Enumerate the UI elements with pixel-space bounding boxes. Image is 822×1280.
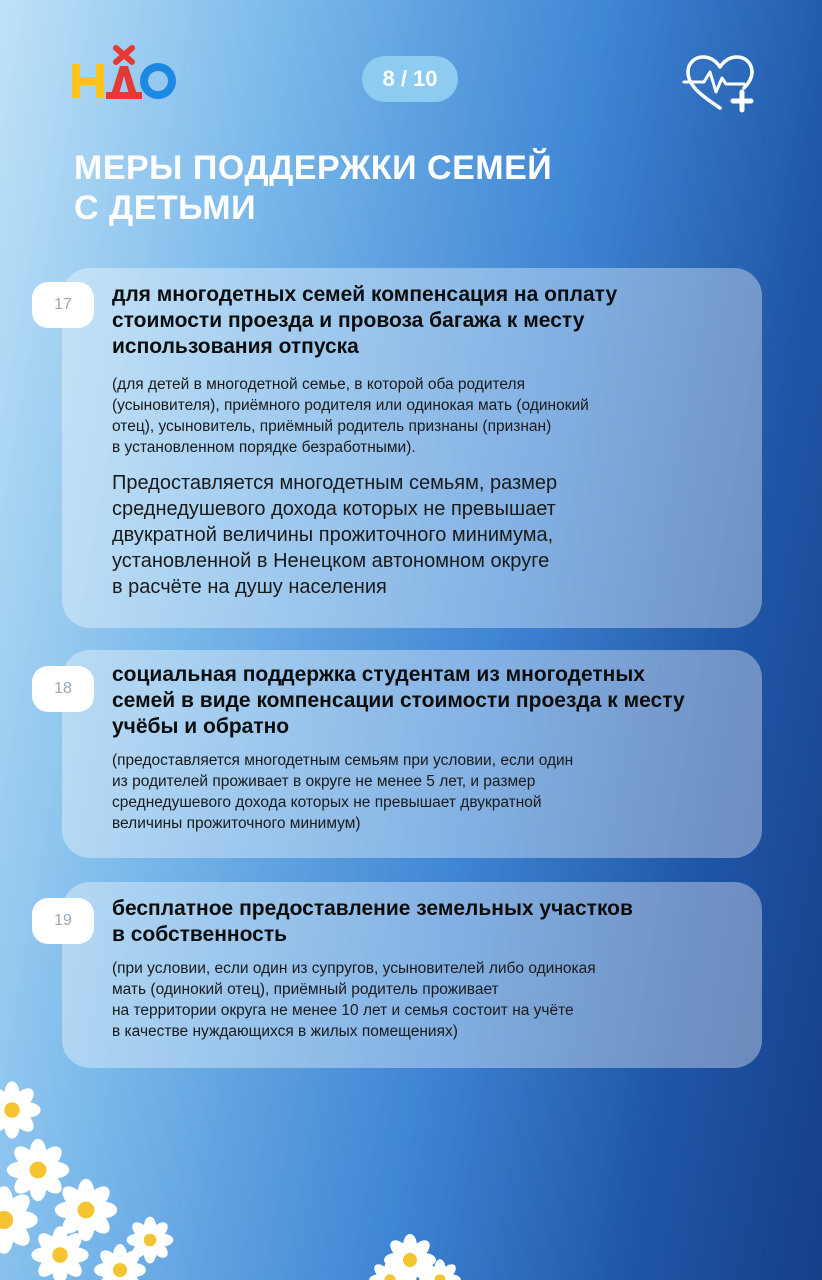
page-title: [74, 148, 714, 228]
card-title-line: семей в виде компенсации стоимости проезда к месту: [112, 689, 685, 712]
card-note: [112, 958, 738, 1042]
card-title-line: социальная поддержка студентам из многодетных: [112, 663, 645, 686]
card-note-line: (для детей в многодетной семье, в которой оба родителя: [112, 376, 525, 393]
card-title-line: для многодетных семей компенсация на оплату: [112, 283, 618, 306]
card-number-badge: 19: [32, 898, 94, 944]
card-title: [112, 662, 738, 740]
card-desc-line: Предоставляется многодетным семьям, размер: [112, 472, 558, 494]
card-title-line: учёбы и обратно: [112, 715, 290, 738]
card-note-line: отец), усыновитель, приёмный родитель признаны (признан): [112, 418, 552, 435]
card-note: [112, 750, 738, 834]
nao-logo-graphic: [70, 44, 180, 104]
daisy-flowers-decoration: [0, 1080, 822, 1280]
card-note: [112, 374, 738, 458]
card-desc-line: двукратной величины прожиточного минимума,: [112, 524, 554, 546]
card-note-line: (при условии, если один из супругов, усыновителей либо одинокая: [112, 960, 596, 977]
card-title: [112, 282, 738, 360]
card-desc-line: в расчёте на душу населения: [112, 576, 387, 598]
card-title-line: стоимости проезда и провоза багажа к месту: [112, 309, 585, 332]
card-note-line: (усыновителя), приёмного родителя или одинокая мать (одинокий: [112, 397, 589, 414]
card-note-line: на территории округа не менее 10 лет и семья состоит на учёте: [112, 1002, 574, 1019]
support-card-17: [54, 268, 762, 628]
support-card-18: [54, 650, 762, 858]
card-desc-line: среднедушевого дохода которых не превышает: [112, 498, 556, 520]
nao-logo: [70, 44, 180, 104]
card-note-line: величины прожиточного минимум): [112, 815, 361, 832]
page-title-line: МЕРЫ ПОДДЕРЖКИ СЕМЕЙ: [74, 149, 553, 187]
card-title-line: бесплатное предоставление земельных участков: [112, 897, 633, 920]
support-card-19: [54, 882, 762, 1068]
card-title: [112, 896, 738, 948]
card-note-line: среднедушевого дохода которых не превышает двукратной: [112, 794, 542, 811]
card-note-line: в установленном порядке безработными).: [112, 439, 416, 456]
card-description: [112, 470, 738, 600]
card-note-line: (предоставляется многодетным семьям при условии, если один: [112, 752, 574, 769]
card-note-line: в качестве нуждающихся в жилых помещениях): [112, 1023, 458, 1040]
card-number-badge: 18: [32, 666, 94, 712]
heart-pulse-plus-icon: [682, 52, 758, 114]
pagination-badge: 8 / 10: [362, 56, 458, 102]
card-number-badge: 17: [32, 282, 94, 328]
card-title-line: использования отпуска: [112, 335, 359, 358]
card-desc-line: установленной в Ненецком автономном округе: [112, 550, 550, 572]
card-note-line: мать (одинокий отец), приёмный родитель проживает: [112, 981, 499, 998]
page-title-line: С ДЕТЬМИ: [74, 189, 257, 227]
card-title-line: в собственность: [112, 923, 288, 946]
card-note-line: из родителей проживает в округе не менее 5 лет, и размер: [112, 773, 536, 790]
